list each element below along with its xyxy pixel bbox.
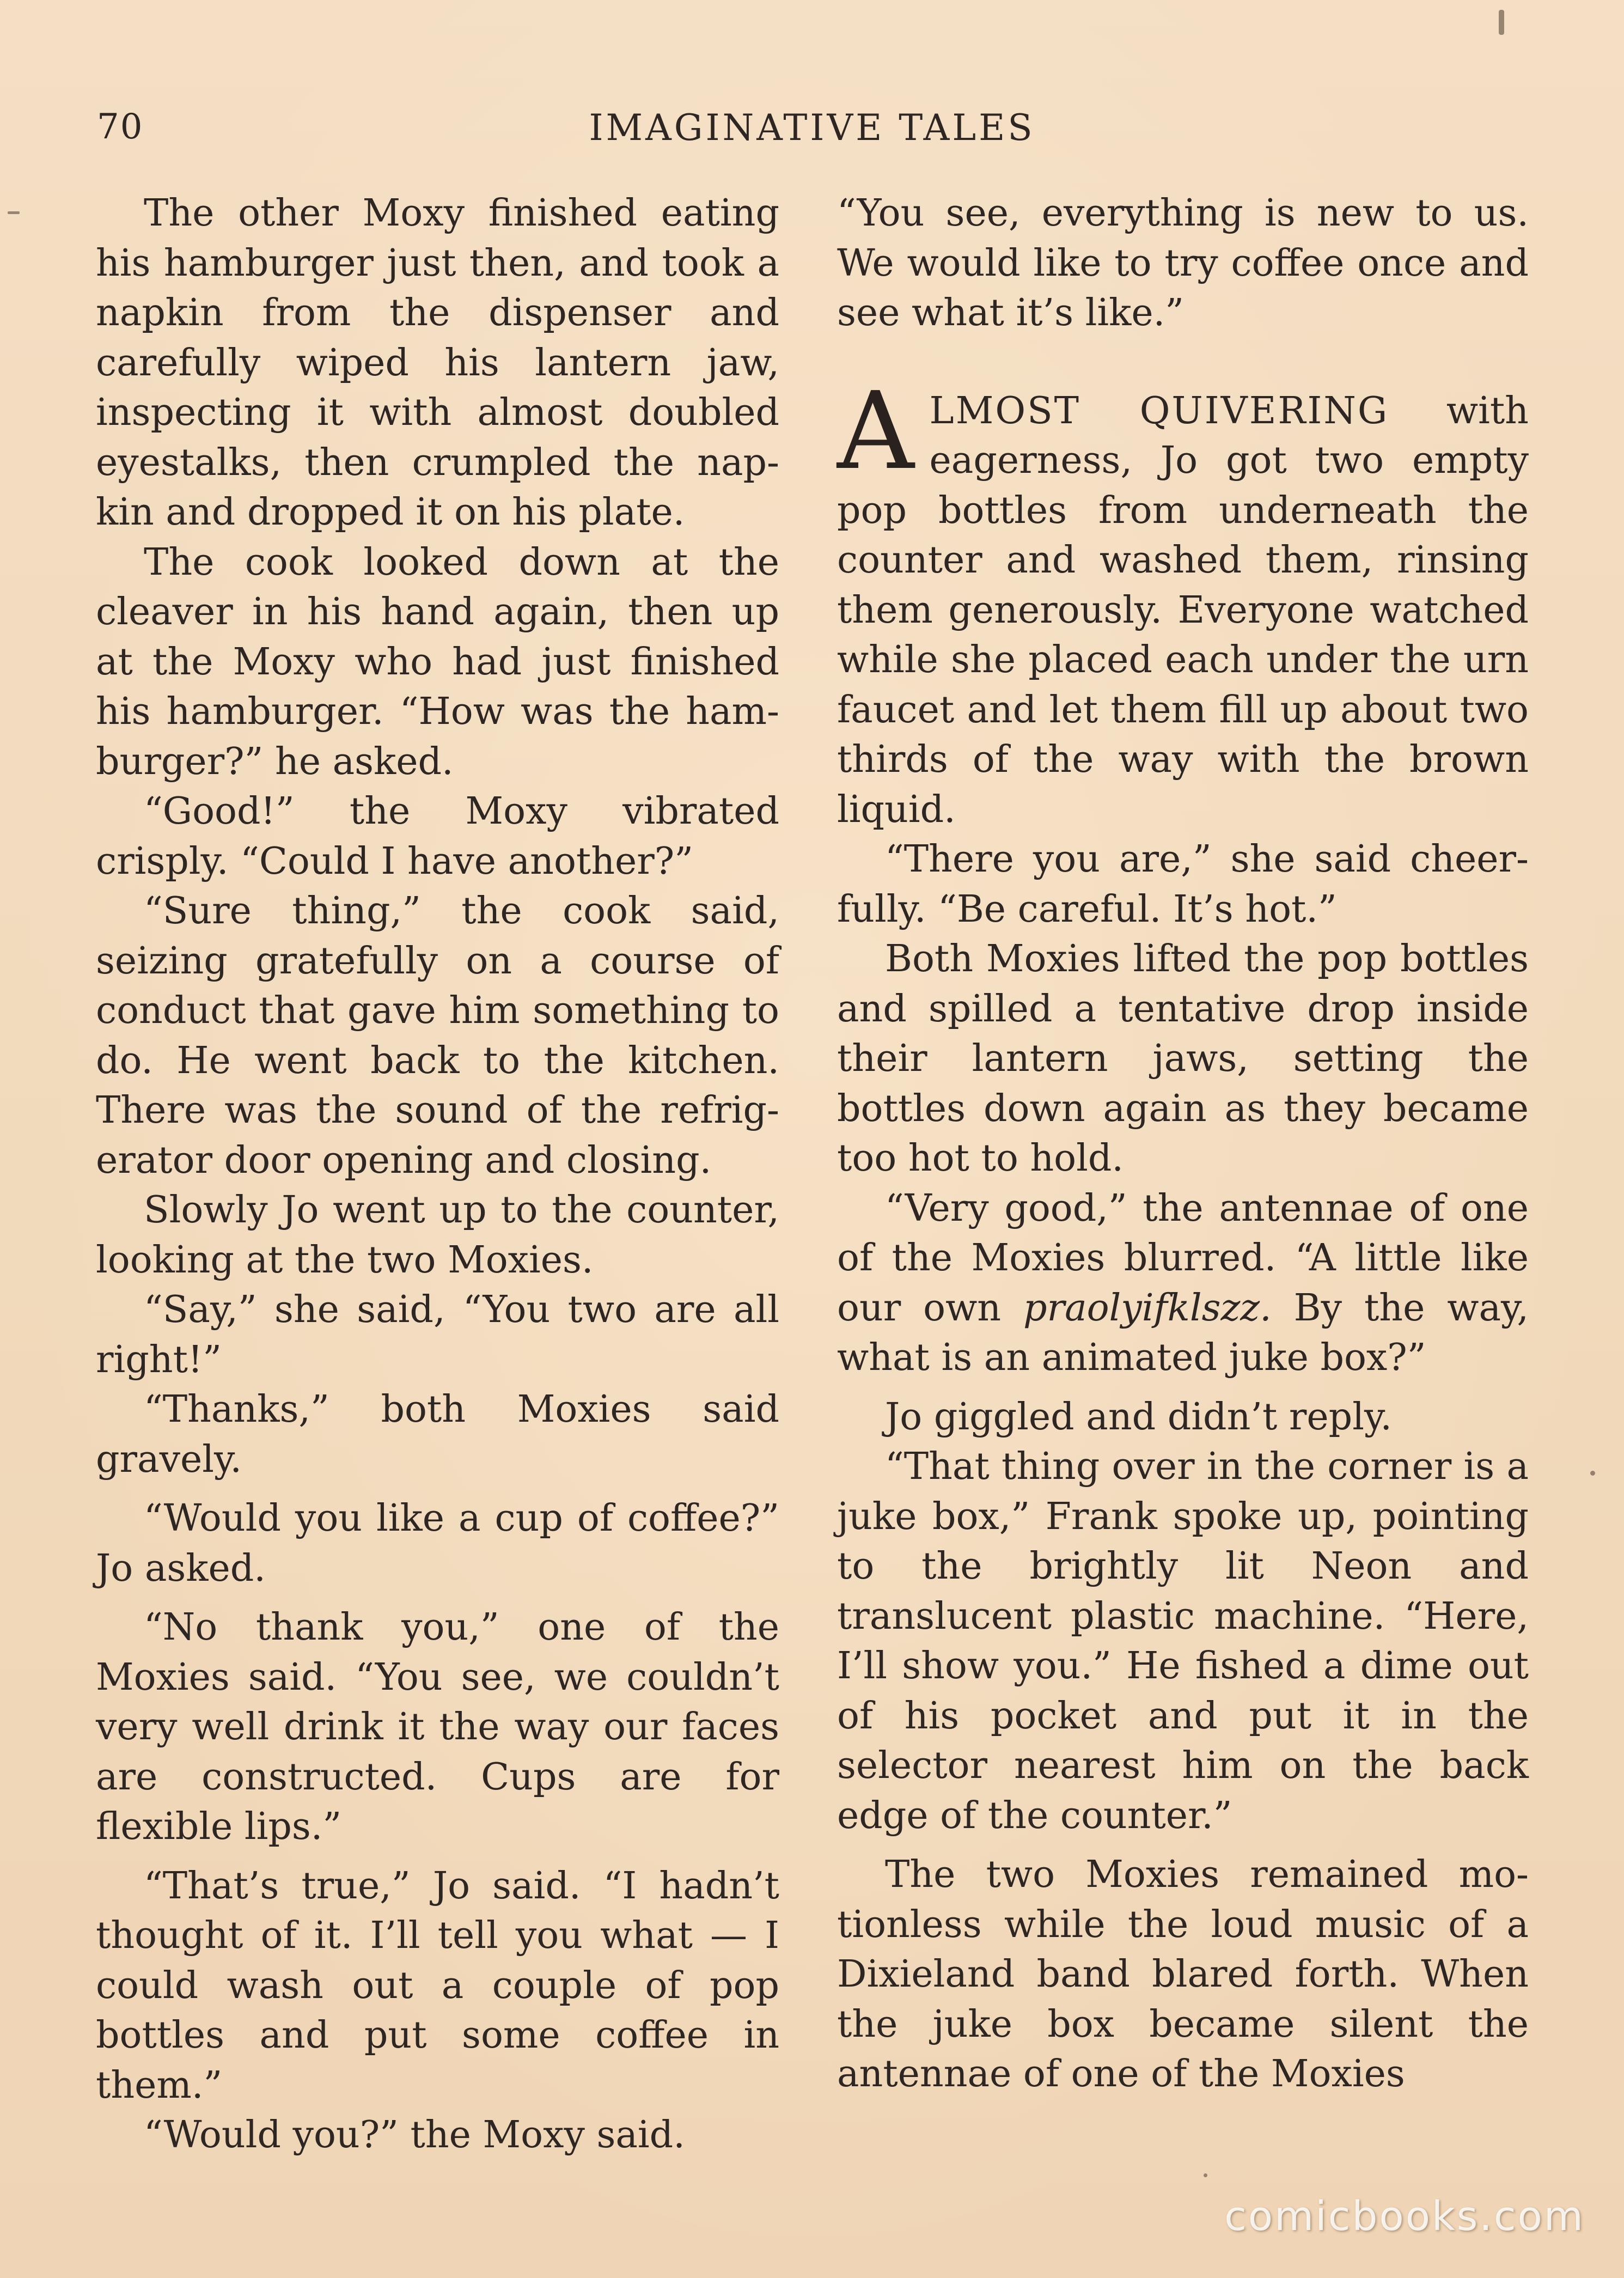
paragraph: “That’s true,” Jo said. “I hadn’t thought of it. I’ll tell you what — I could wash out a couple of pop bottles and put some coffee in them.” <box>96 1864 779 2107</box>
paragraph: “Good!” the Moxy vibrated crisply. “Could I have another?” <box>96 790 779 883</box>
page-number: 70 <box>97 107 144 147</box>
paragraph: “Thanks,” both Moxies said gravely. <box>96 1388 779 1481</box>
paragraph: Slowly Jo went up to the counter, looking at the two Moxies. <box>96 1189 779 1282</box>
paper-mark <box>8 211 20 214</box>
lead-in: LMOST QUIVERING <box>929 389 1389 433</box>
paragraph: Jo giggled and didn’t reply. <box>885 1395 1392 1439</box>
paragraph: The cook looked down at the cleaver in his hand again, then up at the Moxy who had just finished his hamburger. “How was the hamburger?” he asked. <box>96 540 779 783</box>
drop-cap: A <box>837 369 914 494</box>
paragraph: The other Moxy finished eating his hamburger just then, and took a napkin from the dispenser and carefully wiped his lantern jaw, inspecting it with almost doubled eyestalks, then crumpled the napkin and dropped it on his plate. <box>96 192 779 534</box>
paper-mark <box>1499 10 1504 35</box>
paragraph-text: “Very good,” the antennae of one of the Moxies blurred. “A little like our own <box>837 1186 1529 1330</box>
paragraph: Both Moxies lifted the pop bottles and spilled a tentative drop inside their lantern jaws, setting the bottles down again as they became too hot to hold. <box>837 937 1529 1180</box>
paragraph-text: By the way, what is an animated juke box?” <box>837 1286 1529 1379</box>
section-opening-paragraph <box>837 369 1529 835</box>
paragraph: “Would you?” the Moxy said. <box>144 2113 685 2157</box>
paragraph: “You see, everything is new to us. We would like to try coffee once and see what it’s like.” <box>837 192 1529 334</box>
paragraph: “That thing over in the corner is a juke box,” Frank spoke up, pointing to the brightly lit Neon and translucent plastic machine. “Here, I’ll show you.” He fished a dime out of his pocket and put it in the selector nearest him on the back edge of the counter.” <box>837 1445 1529 1837</box>
paragraph: “No thank you,” one of the Moxies said. “You see, we couldn’t very well drink it the way our faces are constructed. Cups are for flexible lips.” <box>96 1606 779 1848</box>
right-column <box>837 188 1529 2099</box>
paragraph <box>837 1184 1529 1383</box>
paper-mark <box>1204 2173 1207 2177</box>
paragraph: “Sure thing,” the cook said, seizing gratefully on a course of conduct that gave him something to do. He went back to the kitchen. There was the sound of the refrigerator door opening and closing. <box>96 890 779 1182</box>
paragraph: “Say,” she said, “You two are all right!” <box>96 1288 779 1381</box>
paragraph: “There you are,” she said cheerfully. “Be careful. It’s hot.” <box>837 838 1529 931</box>
watermark: comicbooks.com <box>1224 2193 1585 2240</box>
left-column <box>96 188 779 2160</box>
alien-word: praolyifklszz. <box>1023 1286 1272 1330</box>
page-header <box>0 107 1624 156</box>
paragraph: “Would you like a cup of coffee?” Jo asked. <box>96 1497 779 1590</box>
paragraph: The two Moxies remained motionless while the loud music of a Dixieland band blared forth. When the juke box became silent the antennae of one of the Moxies <box>837 1853 1529 2096</box>
paragraph-text: with eagerness, Jo got two empty pop bottles from underneath the counter and washed them, rinsing them generously. Everyone watched while she placed each under the urn faucet and let them fill up about two thirds of the way with the brown liquid. <box>837 389 1529 831</box>
running-title: IMAGINATIVE TALES <box>589 107 1035 149</box>
paper-mark <box>1590 1471 1595 1476</box>
